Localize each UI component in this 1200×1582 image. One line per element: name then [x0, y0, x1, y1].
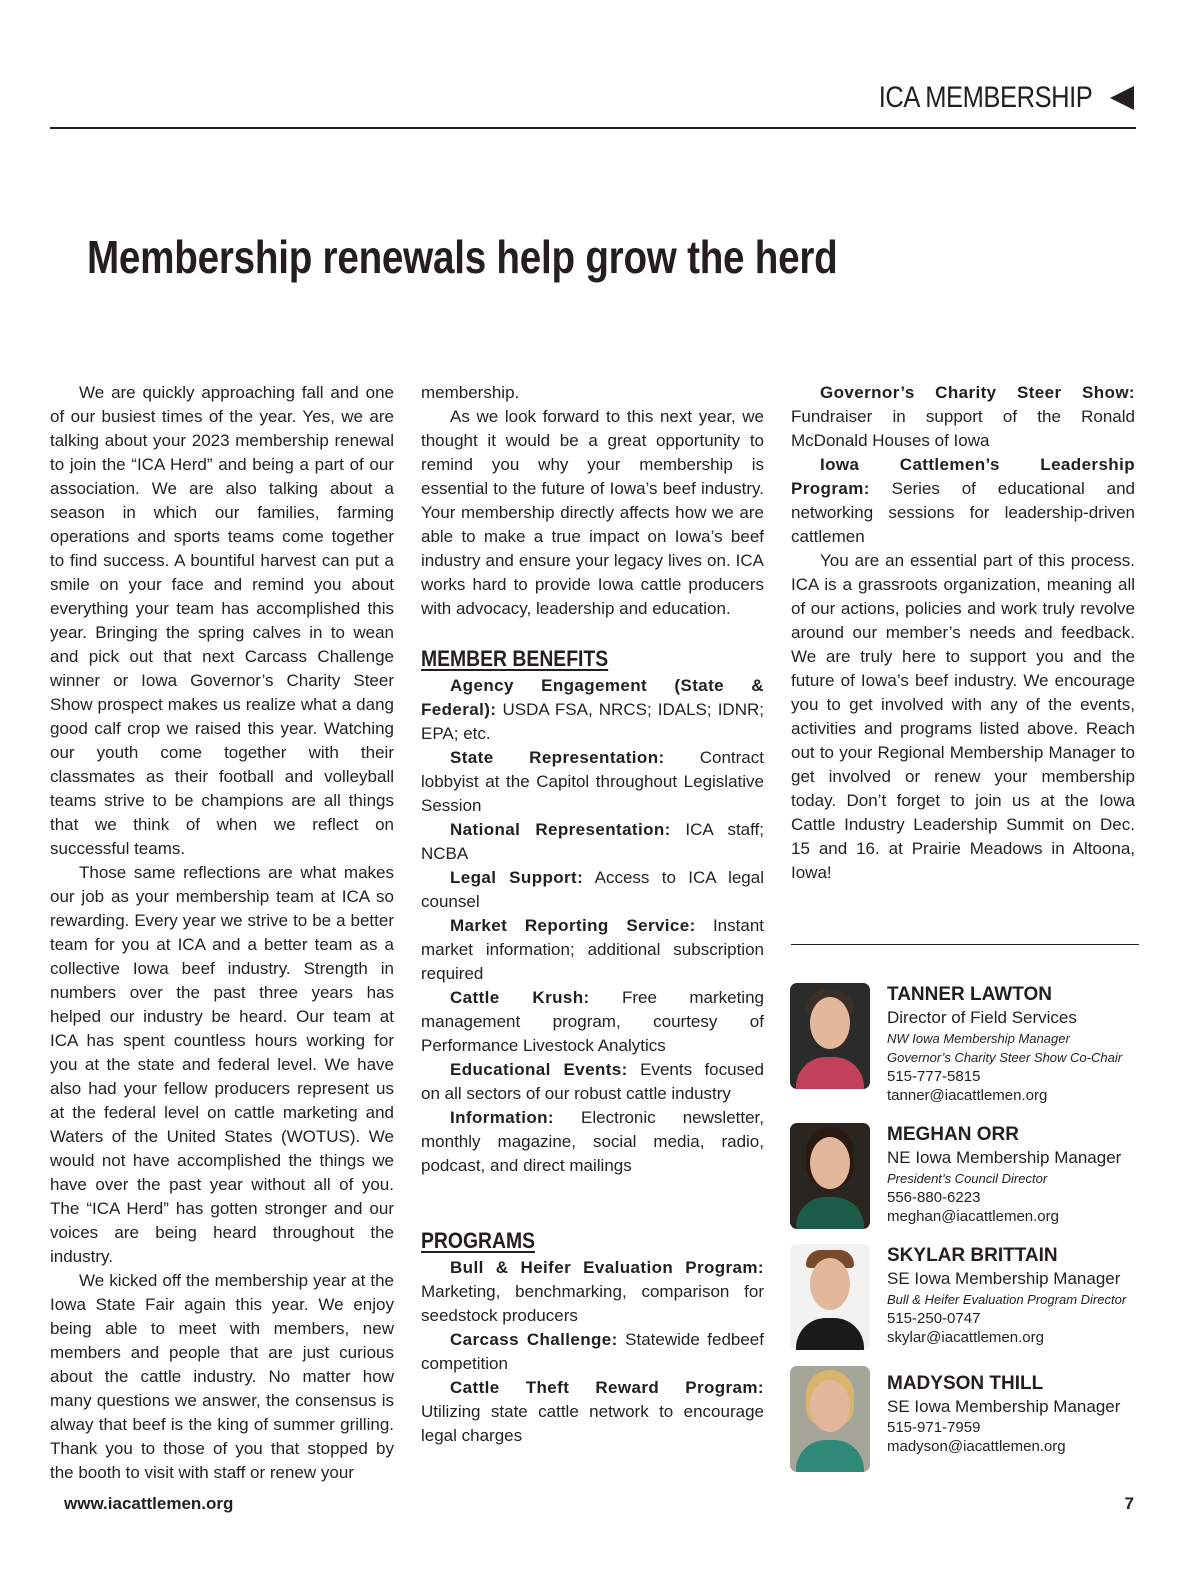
benefit-text: ICA staff; NCBA [421, 820, 764, 863]
contact-card [790, 1123, 1190, 1233]
paragraph: You are an essential part of this process. ICA is a grassroots organization, meaning all of our actions, policies and work truly revolve around our member’s needs and feedback. We are truly here to support you and the future of Iowa’s beef industry. We encourage you to get involved with any of the events, activities and programs listed above. Reach out to your Regional Membership Manager to get involved or renew your membership today. Don’t forget to join us at the Iowa Cattle Industry Leadership Summit on Dec. 15 and 16. at Prairie Meadows in Altoona, Iowa! [791, 551, 1135, 882]
program-text: Marketing, benchmarking, comparison for seedstock producers [421, 1282, 764, 1325]
contact-role: Bull & Heifer Evaluation Program Director [887, 1292, 1127, 1307]
benefit-label: State Representation: [450, 748, 665, 767]
member-benefits-heading: MEMBER BENEFITS [421, 646, 609, 671]
contact-phone: 515-971-7959 [887, 1419, 981, 1436]
program-text: Utilizing state cattle network to encourage legal charges [421, 1402, 764, 1445]
contact-card [790, 1244, 1190, 1354]
section-arrow-icon [1110, 86, 1134, 110]
contact-role: Governor’s Charity Steer Show Co-Chair [887, 1050, 1123, 1065]
benefit-item [421, 818, 764, 866]
benefit-label: Information: [450, 1108, 554, 1127]
program-item [421, 1328, 764, 1376]
benefit-label: Agency Engagement (State & Federal): [421, 676, 764, 719]
contact-role: NW Iowa Membership Manager [887, 1031, 1070, 1046]
contact-email[interactable]: madyson@iacattlemen.org [887, 1438, 1066, 1455]
headline: Membership renewals help grow the herd [87, 231, 838, 283]
contacts-rule [791, 944, 1139, 945]
benefit-item [421, 1106, 764, 1178]
contact-name: SKYLAR BRITTAIN [887, 1245, 1058, 1266]
program-label: Cattle Theft Reward Program: [450, 1378, 764, 1397]
contact-name: MADYSON THILL [887, 1373, 1044, 1394]
contact-email[interactable]: meghan@iacattlemen.org [887, 1208, 1059, 1225]
contact-phone: 556-880-6223 [887, 1189, 981, 1206]
avatar [790, 1244, 870, 1350]
contact-phone: 515-777-5815 [887, 1068, 981, 1085]
benefit-text: Electronic newsletter, monthly magazine, social media, radio, podcast, and direct mailings [421, 1108, 764, 1175]
programs-heading: PROGRAMS [421, 1228, 536, 1253]
program-item [791, 381, 1135, 453]
avatar [790, 1123, 870, 1229]
benefit-label: Legal Support: [450, 868, 584, 887]
avatar [790, 983, 870, 1089]
contact-title: SE Iowa Membership Manager [887, 1269, 1121, 1288]
column-2 [421, 381, 764, 1448]
contact-title: Director of Field Services [887, 1008, 1077, 1027]
column-3 [791, 381, 1135, 885]
contact-card [790, 1366, 1190, 1476]
benefit-label: National Representation: [450, 820, 671, 839]
contact-phone: 515-250-0747 [887, 1310, 981, 1327]
contact-title: NE Iowa Membership Manager [887, 1148, 1122, 1167]
column-1 [50, 381, 394, 1485]
benefit-text: Access to ICA legal counsel [421, 868, 764, 911]
benefit-label: Market Reporting Service: [450, 916, 696, 935]
benefit-text: Free marketing management program, courtesy of Performance Livestock Analytics [421, 988, 764, 1055]
contact-name: MEGHAN ORR [887, 1124, 1019, 1145]
contact-role: President’s Council Director [887, 1171, 1048, 1186]
paragraph: Those same reflections are what makes our job as your membership team at ICA so rewarding. Every year we strive to be a better team for you at ICA and a better team as a collective Iowa beef industry. Strength in numbers over the past three years has helped our industry be heard. Our team at ICA has spent countless hours working for you at the state and federal level. We have also had your fellow producers represent us at the federal level on cattle marketing and Waters of the United States (WOTUS). We would not have accomplished the things we have over the past year without all of you. The “ICA Herd” has gotten stronger and our voices are being heard throughout the industry. [50, 863, 394, 1266]
program-label: Iowa Cattlemen’s Leadership Program: [791, 455, 1135, 498]
program-item [791, 453, 1135, 549]
benefit-item [421, 914, 764, 986]
paragraph: membership. [421, 383, 520, 402]
program-label: Bull & Heifer Evaluation Program: [450, 1258, 764, 1277]
benefit-item [421, 866, 764, 914]
benefit-item [421, 986, 764, 1058]
program-item [421, 1376, 764, 1448]
benefit-item [421, 1058, 764, 1106]
program-text: Statewide fedbeef competition [421, 1330, 764, 1373]
benefit-item [421, 746, 764, 818]
benefit-item [421, 674, 764, 746]
footer-url[interactable]: www.iacattlemen.org [64, 1494, 234, 1513]
section-label: ICA MEMBERSHIP [878, 81, 1092, 114]
paragraph: We are quickly approaching fall and one of our busiest times of the year. Yes, we are talking about your 2023 membership renewal to join the “ICA Herd” and being a part of our association. We are also talking about a season in which our families, farming operations and sports teams come together to find success. A bountiful harvest can put a smile on your face and remind you about everything your team has accomplished this year. Bringing the spring calves in to wean and pick out that next Carcass Challenge winner or Iowa Governor’s Charity Steer Show prospect makes us realize what a dang good calf crop we raised this year. Watching our youth come together with their classmates as their football and volleyball teams strive to be champions are all things that we think of when we reflect on successful teams. [50, 383, 394, 858]
benefit-label: Cattle Krush: [450, 988, 590, 1007]
benefit-text: USDA FSA, NRCS; IDALS; IDNR; EPA; etc. [421, 700, 764, 743]
benefit-text: Instant market information; additional subscription required [421, 916, 764, 983]
contact-card [790, 983, 1190, 1104]
contact-email[interactable]: tanner@iacattlemen.org [887, 1087, 1048, 1104]
paragraph: We kicked off the membership year at the Iowa State Fair again this year. We enjoy being able to meet with members, new members and people that are just curious about the cattle industry. No matter how many questions we answer, the consensus is alway that beef is the king of summer grilling. Thank you to those of you that stopped by the booth to visit with staff or renew your [50, 1271, 394, 1482]
contact-email[interactable]: skylar@iacattlemen.org [887, 1329, 1044, 1346]
benefit-label: Educational Events: [450, 1060, 628, 1079]
contact-title: SE Iowa Membership Manager [887, 1397, 1121, 1416]
header-rule [50, 127, 1136, 129]
avatar [790, 1366, 870, 1472]
program-text: Fundraiser in support of the Ronald McDonald Houses of Iowa [791, 407, 1135, 450]
program-text: Series of educational and networking sessions for leadership-driven cattlemen [791, 479, 1135, 546]
benefit-text: Events focused on all sectors of our robust cattle industry [421, 1060, 764, 1103]
program-label: Carcass Challenge: [450, 1330, 618, 1349]
page-number: 7 [1124, 1494, 1134, 1513]
program-label: Governor’s Charity Steer Show: [820, 383, 1135, 402]
contact-name: TANNER LAWTON [887, 984, 1053, 1005]
paragraph: As we look forward to this next year, we thought it would be a great opportunity to remind you why your membership is essential to the future of Iowa’s beef industry. Your membership directly affects how we are able to make a true impact on Iowa’s beef industry and ensure your legacy lives on. ICA works hard to provide Iowa cattle producers with advocacy, leadership and education. [421, 407, 764, 618]
program-item [421, 1256, 764, 1328]
benefit-text: Contract lobbyist at the Capitol throughout Legislative Session [421, 748, 764, 815]
